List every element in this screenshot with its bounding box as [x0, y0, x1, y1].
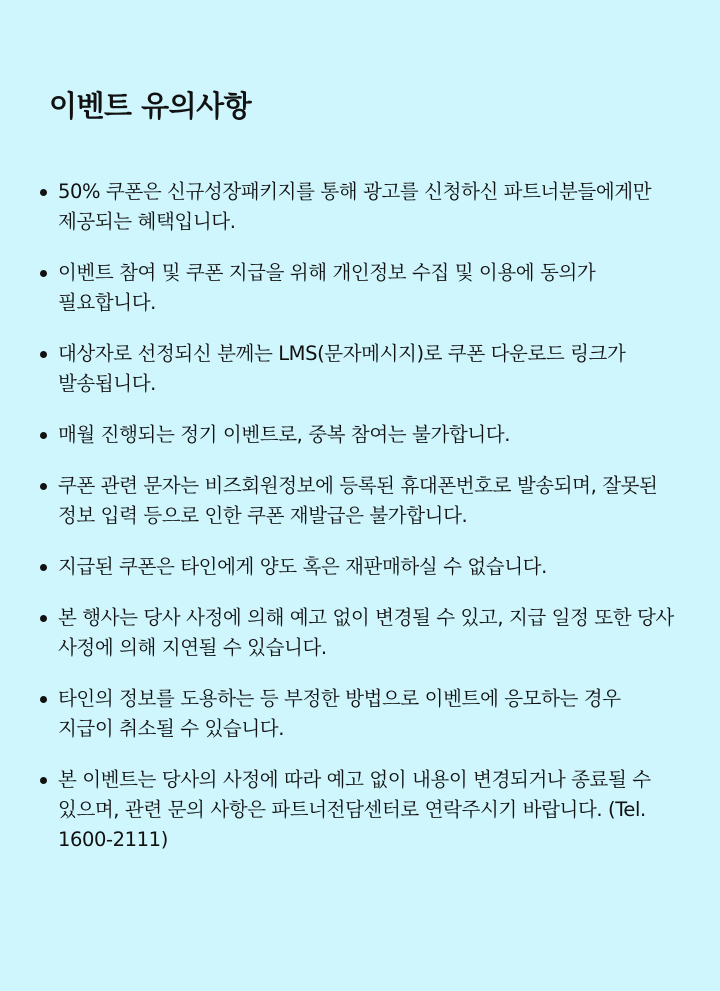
bullet-icon	[40, 696, 47, 703]
notice-text: 쿠폰 관련 문자는 비즈회원정보에 등록된 휴대폰번호로 발송되며, 잘못된 정보 입력 등으로 인한 쿠폰 재발급은 불가합니다.	[58, 474, 658, 527]
notice-text: 지급된 쿠폰은 타인에게 양도 혹은 재판매하실 수 없습니다.	[58, 555, 547, 578]
bullet-icon	[40, 483, 47, 490]
notice-item	[40, 420, 680, 450]
notice-text: 매월 진행되는 정기 이벤트로, 중복 참여는 불가합니다.	[58, 423, 511, 446]
bullet-icon	[40, 351, 47, 358]
notice-item	[40, 765, 680, 855]
page-title: 이벤트 유의사항	[49, 89, 252, 123]
bullet-icon	[40, 432, 47, 439]
notice-item	[40, 339, 680, 399]
notice-item	[40, 177, 680, 237]
notice-item	[40, 471, 680, 531]
notice-text: 본 행사는 당사 사정에 의해 예고 없이 변경될 수 있고, 지급 일정 또한 당사 사정에 의해 지연될 수 있습니다.	[58, 606, 674, 659]
bullet-icon	[40, 270, 47, 277]
notice-item	[40, 258, 680, 318]
notice-item	[40, 684, 680, 744]
notice-text: 대상자로 선정되신 분께는 LMS(문자메시지)로 쿠폰 다운로드 링크가 발송됩니다.	[58, 342, 626, 395]
bullet-icon	[40, 615, 47, 622]
notice-text: 이벤트 참여 및 쿠폰 지급을 위해 개인정보 수집 및 이용에 동의가 필요합니다.	[58, 261, 596, 314]
notice-item	[40, 552, 680, 582]
notice-text: 50% 쿠폰은 신규성장패키지를 통해 광고를 신청하신 파트너분들에게만 제공되는 혜택입니다.	[58, 180, 652, 233]
bullet-icon	[40, 189, 47, 196]
bullet-icon	[40, 564, 47, 571]
notice-item	[40, 603, 680, 663]
notice-list	[40, 177, 680, 855]
notice-text: 본 이벤트는 당사의 사정에 따라 예고 없이 내용이 변경되거나 종료될 수 있으며, 관련 문의 사항은 파트너전담센터로 연락주시기 바랍니다. (Tel. 1600-2111)	[58, 768, 651, 851]
bullet-icon	[40, 777, 47, 784]
notice-text: 타인의 정보를 도용하는 등 부정한 방법으로 이벤트에 응모하는 경우 지급이 취소될 수 있습니다.	[58, 687, 621, 740]
